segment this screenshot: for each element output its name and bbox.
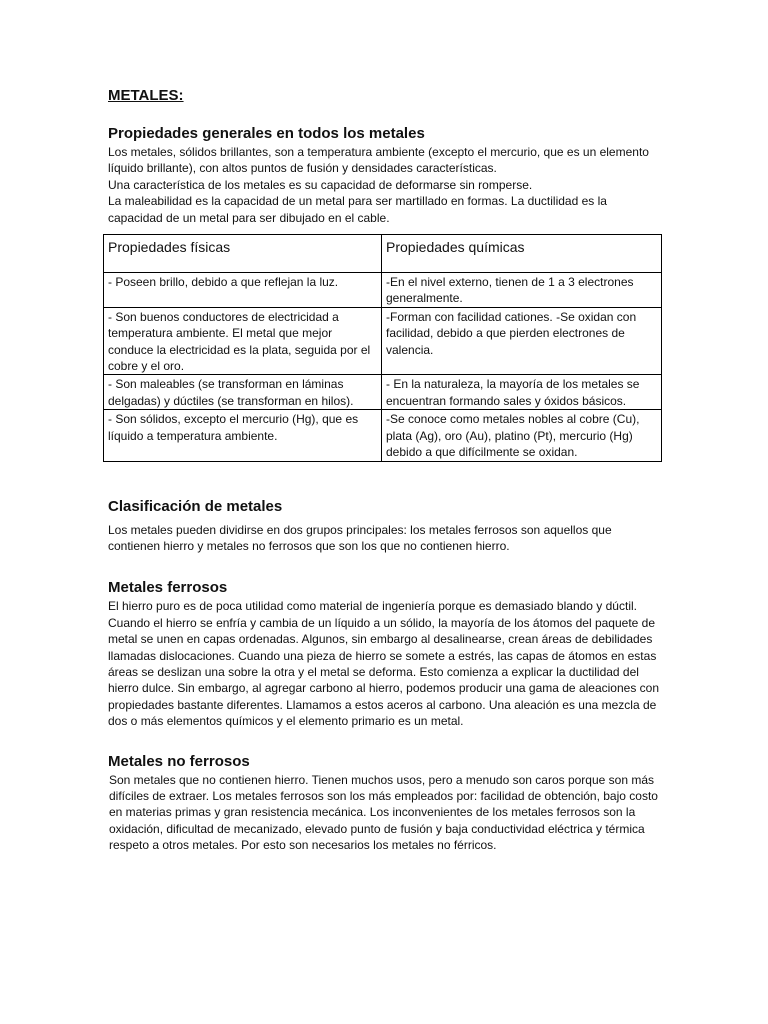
table-header-row bbox=[104, 235, 662, 273]
table-cell: - En la naturaleza, la mayoría de los metales se encuentran formando sales y óxidos básicos. bbox=[382, 375, 662, 410]
table-header-chemical: Propiedades químicas bbox=[382, 235, 662, 273]
table-cell: - Son sólidos, excepto el mercurio (Hg), que es líquido a temperatura ambiente. bbox=[104, 410, 382, 461]
non-ferrous-metals-paragraph: Son metales que no contienen hierro. Tienen muchos usos, pero a menudo son caros porque son más difíciles de extraer. Los metales ferrosos son los más empleados por: facilidad de obtención, bajo costo en materias primas y gran resistencia mecánica. Los inconvenientes de los metales ferrosos son la oxidación, dificultad de mecanizado, elevado punto de fusión y baja conductividad eléctrica y térmica respeto a otros metales. Por esto son necesarios los metales no férricos. bbox=[109, 772, 658, 853]
general-properties-paragraph-2: Una característica de los metales es su capacidad de deformarse sin romperse. bbox=[108, 177, 533, 192]
general-properties-heading: Propiedades generales en todos los metales bbox=[108, 125, 425, 142]
table-row bbox=[104, 307, 662, 375]
classification-paragraph: Los metales pueden dividirse en dos grupos principales: los metales ferrosos son aquellos que contienen hierro y metales no ferrosos que son los que no contienen hierro. bbox=[108, 522, 612, 553]
ferrous-metals-paragraph: El hierro puro es de poca utilidad como material de ingeniería porque es demasiado blando y dúctil. Cuando el hierro se enfría y cambia de un líquido a un sólido, la mayoría de los átomos del paquete de metal se unen en capas ordenadas. Algunos, sin embargo al desalinearse, crean áreas de debilidades llamadas dislocaciones. Cuando una pieza de hierro se somete a estrés, las capas de átomos en estas áreas se deslizan una sobre la otra y el metal se deforma. Esto comienza a explicar la ductilidad del hierro dulce. Sin embargo, al agregar carbono al hierro, podemos producir una gama de aleaciones con propiedades bastante diferentes. Llamamos a estos aceros al carbono. Una aleación es una mezcla de dos o más elementos químicos y el elemento primario es un metal. bbox=[108, 599, 659, 729]
ferrous-metals-section bbox=[108, 578, 663, 729]
table-cell: - Son buenos conductores de electricidad a temperatura ambiente. El metal que mejor conduce la electricidad es la plata, seguida por el cobre y el oro. bbox=[104, 307, 382, 375]
properties-table bbox=[103, 234, 662, 461]
table-cell: -En el nivel externo, tienen de 1 a 3 electrones generalmente. bbox=[382, 273, 662, 308]
table-cell: - Poseen brillo, debido a que reflejan la luz. bbox=[104, 273, 382, 308]
table-cell: -Forman con facilidad cationes. -Se oxidan con facilidad, debido a que pierden electrones de valencia. bbox=[382, 307, 662, 375]
table-row bbox=[104, 375, 662, 410]
ferrous-metals-heading: Metales ferrosos bbox=[108, 579, 228, 597]
classification-section bbox=[108, 497, 663, 555]
non-ferrous-metals-heading: Metales no ferrosos bbox=[108, 752, 250, 770]
non-ferrous-metals-section bbox=[108, 752, 663, 854]
document-page bbox=[108, 86, 663, 854]
general-properties-section bbox=[108, 124, 663, 226]
table-row bbox=[104, 273, 662, 308]
table-header-physical: Propiedades físicas bbox=[104, 235, 382, 273]
table-cell: -Se conoce como metales nobles al cobre (Cu), plata (Ag), oro (Au), platino (Pt), mercurio (Hg) debido a que difícilmente se oxidan. bbox=[382, 410, 662, 461]
classification-heading: Clasificación de metales bbox=[108, 497, 283, 515]
general-properties-paragraph-1: Los metales, sólidos brillantes, son a temperatura ambiente (excepto el mercurio, que es un elemento líquido brillante), con altos puntos de fusión y densidades características. bbox=[108, 145, 649, 176]
table-row bbox=[104, 410, 662, 461]
general-properties-paragraph-3: La maleabilidad es la capacidad de un metal para ser martillado en formas. La ductilidad es la capacidad de un metal para ser dibujado en el cable. bbox=[108, 194, 607, 225]
table-cell: - Son maleables (se transforman en láminas delgadas) y dúctiles (se transforman en hilos). bbox=[104, 375, 382, 410]
page-title: METALES: bbox=[108, 87, 184, 104]
